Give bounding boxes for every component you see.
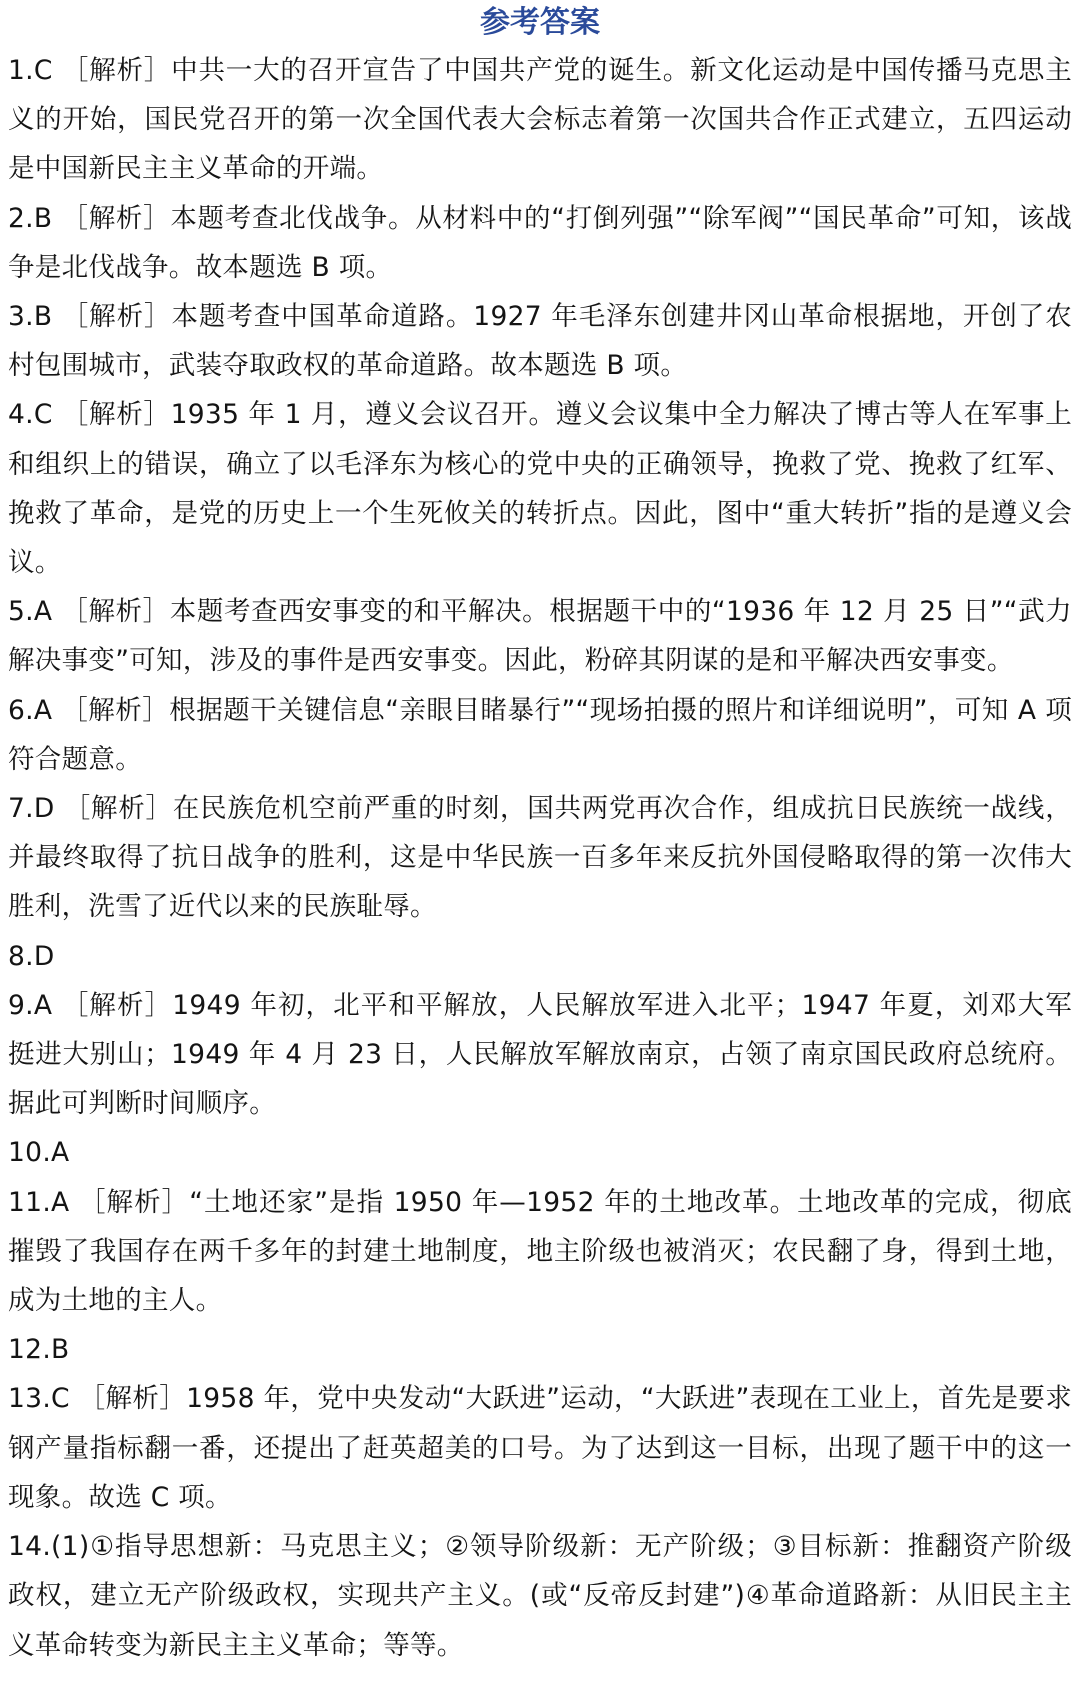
answer-item-9: 9.A ［解析］1949 年初，北平和平解放，人民解放军进入北平；1947 年夏，刘邓大军挺进大别山；1949 年 4 月 23 日，人民解放军解放南京，占领了南京国民政府总统府。据此可判断时间顺序。 (8, 989, 1072, 1120)
answer-item-13: 13.C ［解析］1958 年，党中央发动“大跃进”运动，“大跃进”表现在工业上，首先是要求钢产量指标翻一番，还提出了赶英超美的口号。为了达到这一目标，出现了题干中的这一现象。故选 C 项。 (8, 1383, 1072, 1513)
answer-item-12: 12.B (8, 1334, 70, 1366)
page-title: 参考答案 (480, 5, 600, 40)
answer-item-6: 6.A ［解析］根据题干关键信息“亲眼目睹暴行”“现场拍摄的照片和详细说明”，可知 A 项符合题意。 (8, 694, 1072, 775)
answer-item-5: 5.A ［解析］本题考查西安事变的和平解决。根据题干中的“1936 年 12 月 25 日”“武力解决事变”可知，涉及的事件是西安事变。因此，粉碎其阴谋的是和平解决西安事变。 (8, 596, 1072, 677)
answer-item-7: 7.D ［解析］在民族危机空前严重的时刻，国共两党再次合作，组成抗日民族统一战线，并最终取得了抗日战争的胜利，这是中华民族一百多年来反抗外国侵略取得的第一次伟大胜利，洗雪了近代以来的民族耻辱。 (8, 793, 1072, 923)
answer-item-10: 10.A (8, 1137, 70, 1169)
answer-item-2: 2.B ［解析］本题考查北伐战争。从材料中的“打倒列强”“除军阀”“国民革命”可知，该战争是北伐战争。故本题选 B 项。 (8, 202, 1072, 283)
answer-item-3: 3.B ［解析］本题考查中国革命道路。1927 年毛泽东创建井冈山革命根据地，开创了农村包围城市，武装夺取政权的革命道路。故本题选 B 项。 (8, 301, 1072, 382)
answer-item-14: 14.(1)①指导思想新：马克思主义；②领导阶级新：无产阶级；③目标新：推翻资产阶级政权，建立无产阶级政权，实现共产主义。(或“反帝反封建”)④革命道路新：从旧民主主义革命转变为新民主主义革命；等等。 (8, 1531, 1072, 1661)
answer-item-1: 1.C ［解析］中共一大的召开宣告了中国共产党的诞生。新文化运动是中国传播马克思主义的开始，国民党召开的第一次全国代表大会标志着第一次国共合作正式建立，五四运动是中国新民主主义革命的开端。 (8, 55, 1072, 185)
answer-item-11: 11.A ［解析］“土地还家”是指 1950 年—1952 年的土地改革。土地改革的完成，彻底摧毁了我国存在两千多年的封建土地制度，地主阶级也被消灭；农民翻了身，得到土地，成为土地的主人。 (8, 1186, 1072, 1317)
answer-list (8, 46, 1072, 1670)
answer-item-8: 8.D (8, 940, 55, 972)
answer-item-4: 4.C ［解析］1935 年 1 月，遵义会议召开。遵义会议集中全力解决了博古等人在军事上和组织上的错误，确立了以毛泽东为核心的党中央的正确领导，挽救了党、挽救了红军、挽救了革命，是党的历史上一个生死攸关的转折点。因此，图中“重大转折”指的是遵义会议。 (8, 399, 1072, 579)
